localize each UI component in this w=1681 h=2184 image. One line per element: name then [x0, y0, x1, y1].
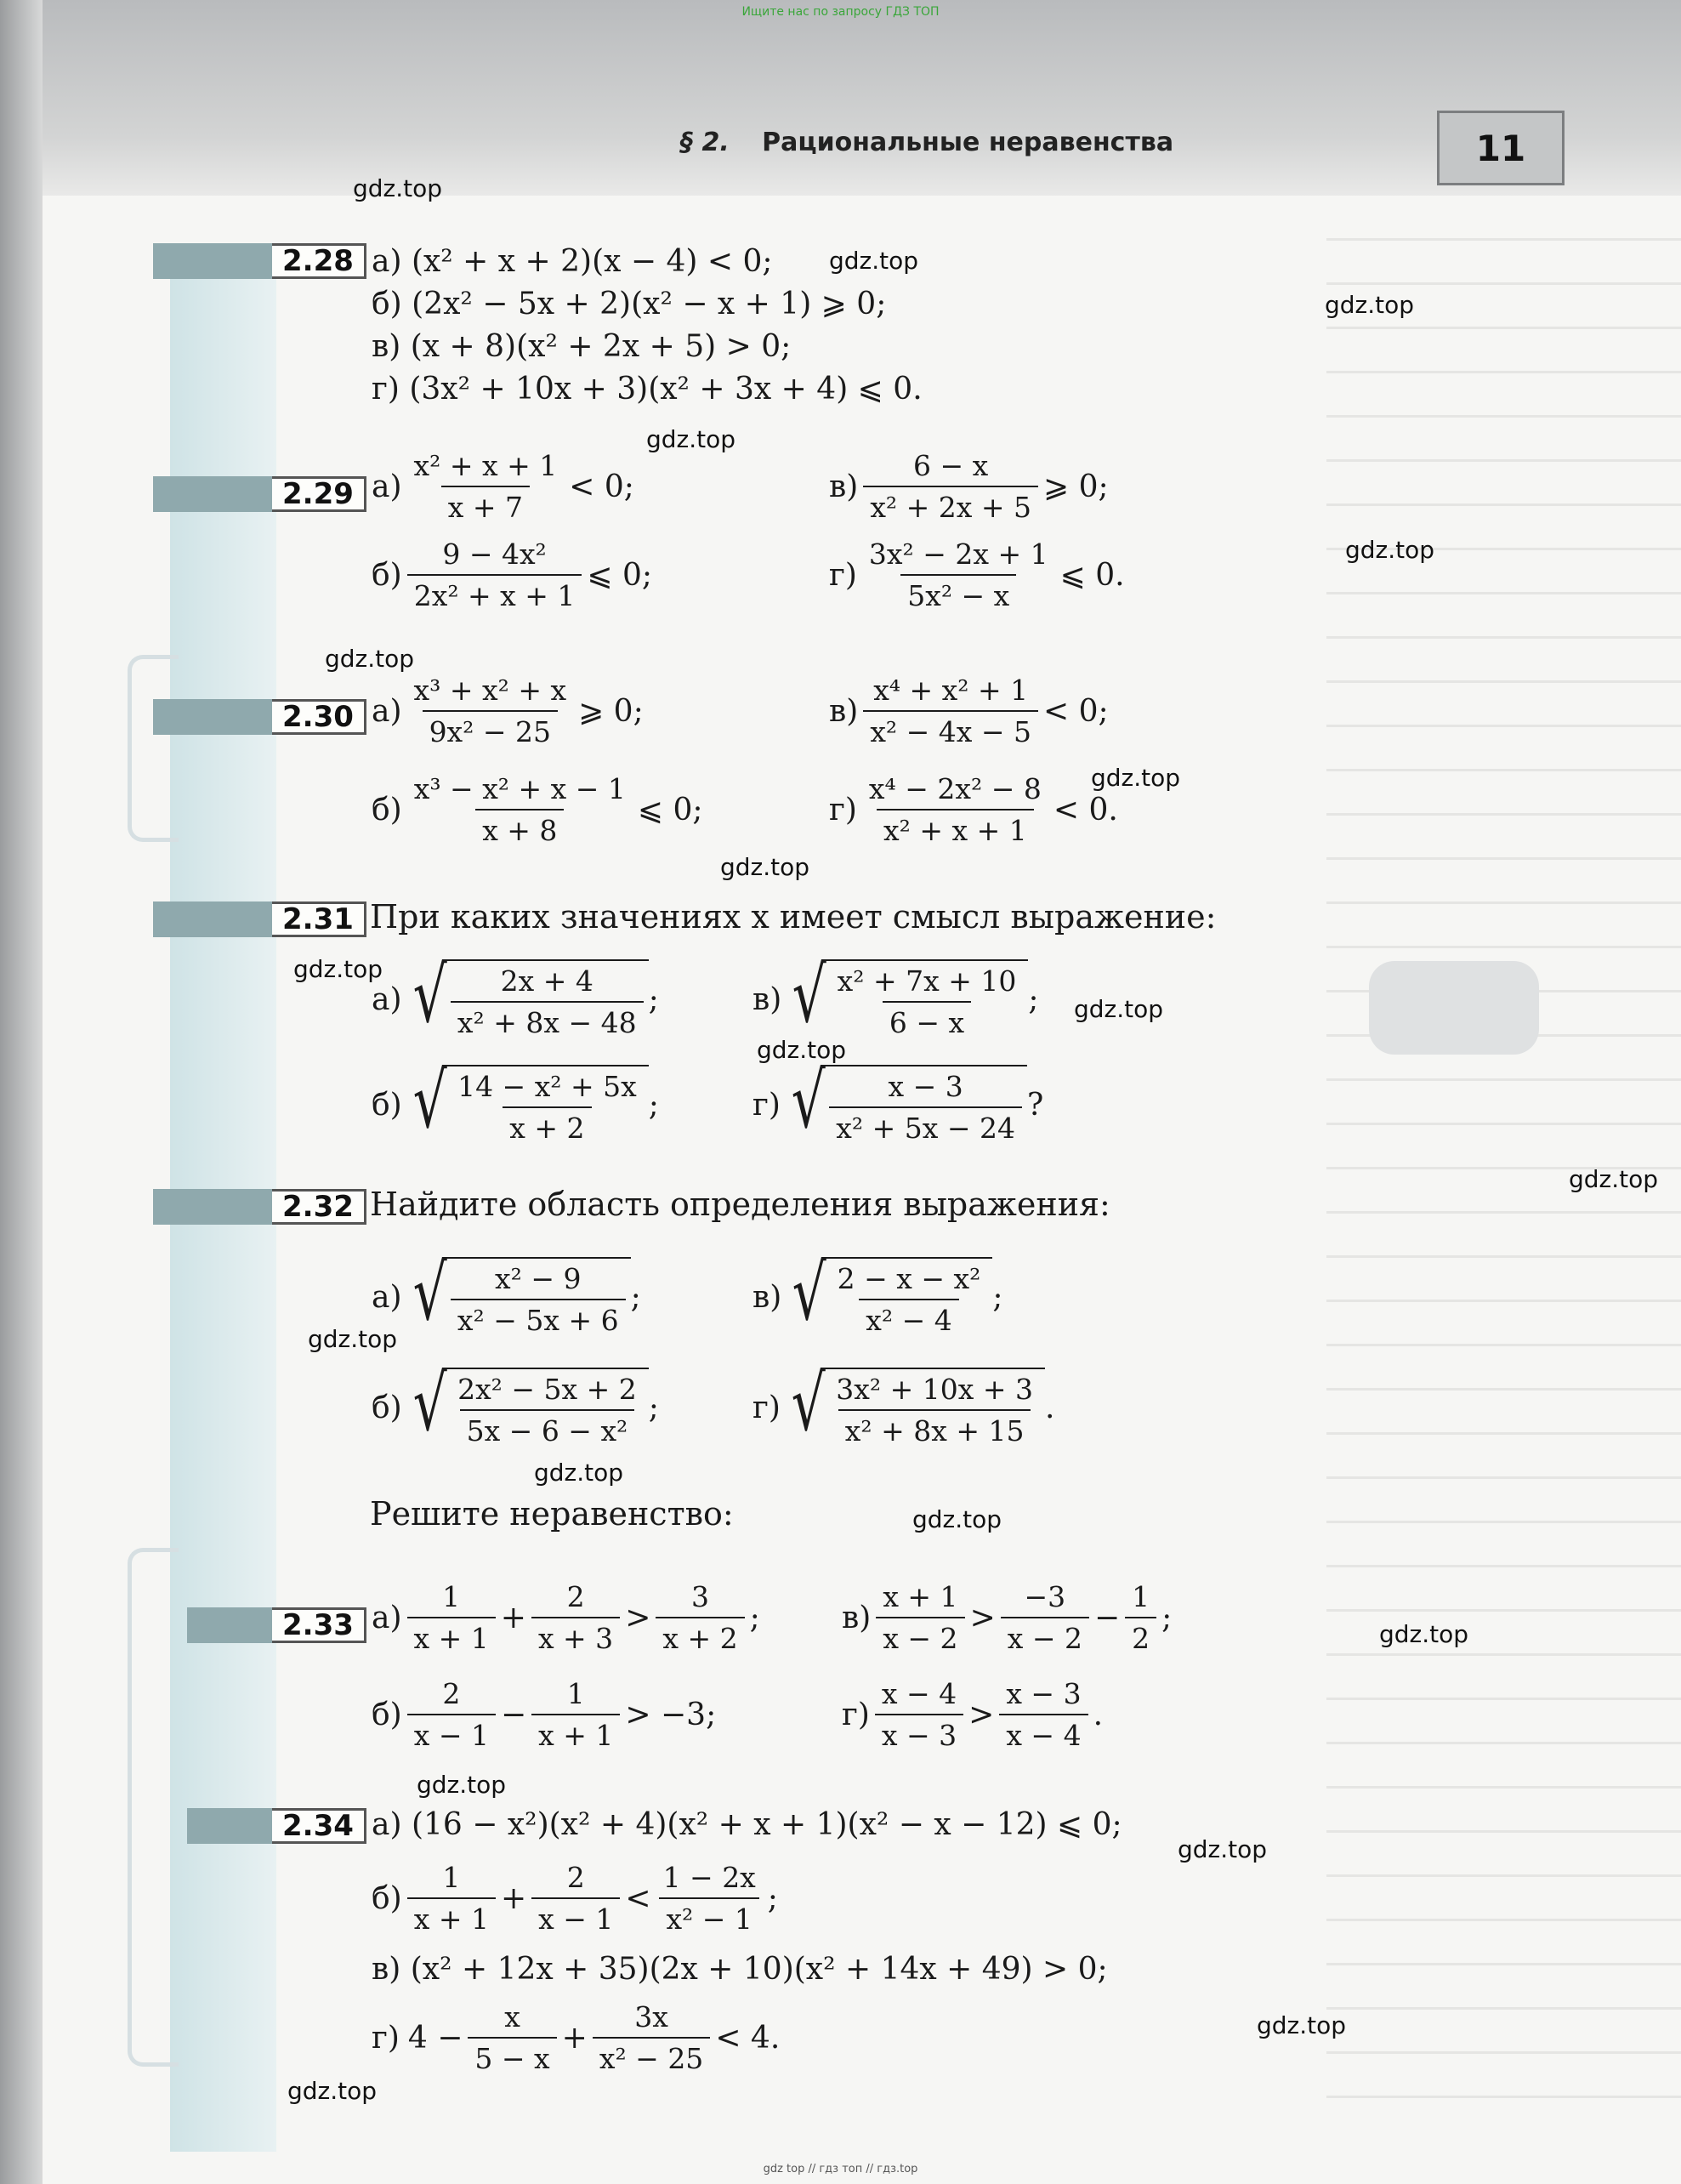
watermark: gdz.top — [1325, 291, 1415, 319]
exercise-label: 2.29 — [272, 476, 366, 512]
fraction — [407, 1861, 496, 1936]
square-root — [784, 1056, 1027, 1146]
watermark: gdz.top — [1091, 764, 1181, 792]
term: 4 − — [407, 2020, 463, 2056]
item-letter: б) — [372, 1087, 402, 1123]
numerator: 3 — [690, 1580, 709, 1613]
radical-sign: √ — [792, 951, 827, 1040]
numerator: 3x² − 2x + 1 — [868, 537, 1048, 571]
watermark: gdz.top — [325, 645, 415, 673]
exercise-number — [153, 699, 366, 735]
watermark: gdz.top — [720, 853, 810, 881]
exercise-label: 2.31 — [272, 901, 366, 937]
relation: ⩽ 0; — [637, 792, 703, 828]
watermark: gdz.top — [1345, 536, 1435, 564]
watermark: gdz.top — [287, 2077, 378, 2105]
exercise-item: в) (x² + 12x + 35)(2x + 10)(x² + 14x + 49) > 0; — [372, 1952, 1108, 1987]
numerator: 6 − x — [913, 449, 989, 482]
operator: < — [625, 1880, 651, 1916]
item-letter: г) — [842, 1697, 870, 1732]
watermark: gdz.top — [1379, 1620, 1469, 1648]
item-letter: а) — [372, 693, 402, 729]
exercise-label: 2.33 — [272, 1607, 366, 1643]
relation: ; — [767, 1880, 778, 1916]
fraction — [531, 1677, 620, 1752]
exercise-item — [372, 1677, 716, 1752]
exercise-number — [153, 476, 366, 512]
relation: ; — [1161, 1600, 1173, 1635]
fraction — [451, 964, 644, 1039]
numerator: −3 — [1024, 1580, 1066, 1613]
denominator: x − 4 — [999, 1714, 1088, 1752]
item-letter: г) — [829, 792, 857, 828]
fraction — [451, 1373, 644, 1447]
denominator: x + 2 — [656, 1617, 744, 1655]
exercise-item — [829, 674, 1109, 748]
exercise-heading: При каких значениях x имеет смысл выражение: — [370, 898, 1217, 936]
fraction — [862, 537, 1055, 612]
relation: ⩾ 0; — [578, 693, 644, 729]
relation: ; — [648, 981, 659, 1017]
exercise-heading: Найдите область определения выражения: — [370, 1186, 1110, 1223]
exercise-number — [187, 1808, 366, 1844]
numerator: 3x — [634, 2000, 668, 2033]
radicand — [826, 959, 1029, 1039]
relation: . — [1044, 1390, 1055, 1425]
numerator: x² + 7x + 10 — [837, 964, 1017, 998]
fraction — [876, 1580, 964, 1655]
radical-sign: √ — [412, 1359, 447, 1448]
square-root — [406, 1359, 649, 1448]
square-root — [785, 951, 1028, 1040]
denominator: x − 2 — [1001, 1617, 1089, 1655]
numerator: 2 — [566, 1580, 585, 1613]
exercise-item — [372, 2000, 780, 2075]
exercise-bar — [153, 1189, 272, 1225]
exercise-item — [752, 1248, 1003, 1338]
square-root — [406, 951, 649, 1040]
exercise-number — [187, 1607, 366, 1643]
numerator: x − 3 — [888, 1070, 963, 1103]
operator: − — [500, 1697, 527, 1732]
exercise-number — [153, 901, 366, 937]
running-head — [680, 128, 1173, 157]
watermark: gdz.top — [646, 425, 736, 453]
denominator: 2 — [1125, 1617, 1156, 1655]
denominator: x² + 8x − 48 — [451, 1001, 644, 1039]
watermark: gdz.top — [1178, 1835, 1268, 1863]
exercise-bar — [153, 699, 272, 735]
book-spine — [0, 0, 43, 2184]
item-letter: в) — [752, 1279, 782, 1315]
numerator: x + 1 — [883, 1580, 958, 1613]
radicand — [826, 1257, 993, 1337]
fraction — [407, 1677, 496, 1752]
operator: + — [500, 1600, 526, 1635]
radicand — [446, 1257, 631, 1337]
numerator: x² + x + 1 — [413, 449, 558, 482]
fraction — [407, 772, 633, 847]
denominator: x + 1 — [407, 1897, 496, 1936]
fraction — [831, 1262, 988, 1337]
exercise-item — [842, 1677, 1103, 1752]
radicand — [446, 1368, 649, 1447]
fraction — [656, 1580, 744, 1655]
denominator: x + 7 — [441, 486, 530, 524]
item-letter: г) — [752, 1087, 781, 1123]
exercise-item: г) (3x² + 10x + 3)(x² + 3x + 4) ⩽ 0. — [372, 372, 923, 407]
fraction — [468, 2000, 556, 2075]
denominator: x² + 2x + 5 — [863, 486, 1038, 524]
radicand — [446, 959, 649, 1039]
exercise-item: а) (16 − x²)(x² + 4)(x² + x + 1)(x² − x − 12) ⩽ 0; — [372, 1807, 1122, 1842]
item-letter: а) — [372, 981, 402, 1017]
square-root — [785, 1248, 992, 1338]
page-top-shadow — [0, 0, 1681, 196]
item-letter: в) — [829, 693, 859, 729]
radicand — [446, 1065, 649, 1145]
relation: < 0; — [1043, 693, 1109, 729]
exercise-item — [372, 1056, 659, 1146]
fraction — [451, 1262, 626, 1337]
exercise-number — [153, 1189, 366, 1225]
numerator: 3x² + 10x + 3 — [836, 1373, 1033, 1406]
fraction — [829, 1373, 1040, 1447]
relation: < 0. — [1053, 792, 1118, 828]
numerator: 1 − 2x — [662, 1861, 756, 1894]
relation: ? — [1026, 1087, 1044, 1123]
denominator: 9x² − 25 — [423, 710, 558, 748]
numerator: 2 − x − x² — [837, 1262, 981, 1295]
denominator: x² − 4 — [859, 1299, 958, 1337]
numerator: 14 − x² + 5x — [457, 1070, 637, 1103]
numerator: x − 4 — [881, 1677, 957, 1710]
item-letter: г) — [752, 1390, 781, 1425]
radical-sign: √ — [791, 1359, 826, 1448]
exercise-item — [829, 537, 1125, 612]
bleed-through-shape — [1369, 961, 1539, 1055]
item-letter: а) — [372, 1279, 402, 1315]
square-root — [406, 1056, 649, 1146]
exercise-item — [372, 1580, 760, 1655]
denominator: x − 1 — [407, 1714, 496, 1752]
exercise-label: 2.34 — [272, 1808, 366, 1844]
relation: . — [1093, 1697, 1104, 1732]
item-letter: а) — [372, 469, 402, 504]
exercise-item: б) (2x² − 5x + 2)(x² − x + 1) ⩾ 0; — [372, 287, 887, 321]
relation: ⩽ 0; — [587, 557, 653, 593]
operator: − — [1093, 1600, 1121, 1635]
watermark: gdz.top — [293, 955, 383, 983]
item-letter: в) — [829, 469, 859, 504]
section-number: § 2. — [680, 128, 730, 157]
denominator: x² − 5x + 6 — [451, 1299, 626, 1337]
fraction — [999, 1677, 1088, 1752]
relation: < 0; — [569, 469, 634, 504]
exercise-item — [372, 449, 634, 524]
radical-sign: √ — [412, 1248, 447, 1338]
item-letter: б) — [372, 792, 402, 828]
numerator: 2 — [442, 1677, 461, 1710]
fraction — [407, 674, 574, 748]
denominator: 6 − x — [883, 1001, 971, 1039]
denominator: x² + x + 1 — [877, 809, 1034, 847]
radical-sign: √ — [412, 951, 447, 1040]
numerator: 9 − 4x² — [442, 537, 547, 571]
fraction — [593, 2000, 710, 2075]
denominator: x + 1 — [531, 1714, 620, 1752]
exercise-label: 2.30 — [272, 699, 366, 735]
item-letter: б) — [372, 1390, 402, 1425]
exercise-item — [372, 1359, 659, 1448]
denominator: x² − 1 — [659, 1897, 758, 1936]
exercise-item — [372, 674, 644, 748]
fraction — [862, 772, 1048, 847]
numerator: 2x + 4 — [500, 964, 593, 998]
relation: ; — [1028, 981, 1039, 1017]
fraction — [656, 1861, 763, 1936]
relation: < 4. — [715, 2020, 781, 2056]
relation: ; — [630, 1279, 641, 1315]
square-root — [784, 1359, 1045, 1448]
denominator: 5 − x — [468, 2037, 556, 2075]
exercise-number — [153, 243, 366, 279]
denominator: x + 1 — [407, 1617, 496, 1655]
relation: > −3; — [625, 1697, 717, 1732]
section-heading: Решите неравенство: — [370, 1495, 734, 1533]
fraction — [1001, 1580, 1089, 1655]
numerator: 2x² − 5x + 2 — [457, 1373, 637, 1406]
item-letter: г) — [372, 2020, 400, 2056]
margin-bracket — [128, 655, 179, 842]
exercise-item — [829, 772, 1118, 847]
denominator: x − 2 — [876, 1617, 964, 1655]
exercise-label: 2.28 — [272, 243, 366, 279]
numerator: x — [504, 2000, 520, 2033]
operator: > — [968, 1697, 995, 1732]
item-letter: в) — [752, 981, 782, 1017]
watermark: gdz.top — [534, 1459, 624, 1487]
numerator: 2 — [566, 1861, 585, 1894]
radicand — [824, 1065, 1027, 1145]
exercise-item — [842, 1580, 1172, 1655]
relation: ⩽ 0. — [1059, 557, 1125, 593]
watermark: gdz.top — [1074, 995, 1164, 1023]
relation: ; — [749, 1600, 760, 1635]
exercise-item — [829, 449, 1109, 524]
denominator: x² − 4x − 5 — [863, 710, 1038, 748]
numerator: x³ − x² + x − 1 — [413, 772, 626, 805]
fraction — [875, 1677, 963, 1752]
fraction — [1125, 1580, 1156, 1655]
radical-sign: √ — [792, 1248, 827, 1338]
item-letter: б) — [372, 1697, 402, 1732]
square-root — [406, 1248, 631, 1338]
section-title: Рациональные неравенства — [762, 128, 1174, 157]
relation: ⩾ 0; — [1043, 469, 1109, 504]
exercise-bar — [187, 1808, 272, 1844]
radical-sign: √ — [791, 1056, 826, 1146]
fraction — [531, 1861, 620, 1936]
numerator: 1 — [442, 1861, 461, 1894]
exercise-item — [752, 1056, 1044, 1146]
fraction — [407, 1580, 496, 1655]
fraction — [829, 1070, 1022, 1145]
footer-note: gdz top // гдз топ // гдз.top — [763, 2163, 918, 2175]
numerator: 1 — [566, 1677, 585, 1710]
watermark: gdz.top — [308, 1325, 398, 1353]
exercise-item: в) (x + 8)(x² + 2x + 5) > 0; — [372, 329, 792, 364]
denominator: x² − 25 — [593, 2037, 710, 2075]
exercise-item — [372, 1861, 778, 1936]
fraction — [831, 964, 1024, 1039]
operator: > — [625, 1600, 651, 1635]
relation: ; — [648, 1087, 659, 1123]
fraction — [407, 537, 582, 612]
numerator: x³ + x² + x — [413, 674, 567, 707]
numerator: x⁴ − 2x² − 8 — [868, 772, 1042, 805]
denominator: x² + 5x − 24 — [829, 1106, 1022, 1145]
denominator: x + 2 — [503, 1106, 591, 1145]
radicand — [824, 1368, 1045, 1447]
item-letter: б) — [372, 1880, 402, 1916]
fraction — [863, 449, 1038, 524]
exercise-item — [372, 1248, 641, 1338]
numerator: x⁴ + x² + 1 — [873, 674, 1029, 707]
item-letter: б) — [372, 557, 402, 593]
numerator: 1 — [442, 1580, 461, 1613]
numerator: x² − 9 — [494, 1262, 582, 1295]
exercise-label: 2.32 — [272, 1189, 366, 1225]
fraction — [451, 1070, 644, 1145]
exercise-item — [752, 1359, 1055, 1448]
watermark: gdz.top — [353, 174, 443, 202]
denominator: x + 3 — [531, 1617, 620, 1655]
exercise-bar — [187, 1607, 272, 1643]
watermark: gdz.top — [757, 1036, 847, 1064]
relation: ; — [992, 1279, 1003, 1315]
watermark: gdz.top — [829, 247, 919, 275]
denominator: x − 1 — [531, 1897, 620, 1936]
exercise-item — [752, 951, 1039, 1040]
item-letter: а) — [372, 1600, 402, 1635]
item-letter: в) — [842, 1600, 872, 1635]
exercise-item — [372, 537, 652, 612]
margin-bracket — [128, 1548, 179, 2067]
fraction — [531, 1580, 620, 1655]
denominator: x + 8 — [475, 809, 564, 847]
exercise-bar — [153, 901, 272, 937]
watermark: gdz.top — [912, 1505, 1002, 1533]
page-number: 11 — [1437, 111, 1565, 185]
denominator: 2x² + x + 1 — [407, 574, 582, 612]
fraction — [863, 674, 1038, 748]
exercise-bar — [153, 243, 272, 279]
denominator: 5x − 6 − x² — [460, 1409, 635, 1447]
exercise-item — [372, 951, 659, 1040]
operator: + — [500, 1880, 527, 1916]
watermark: gdz.top — [1569, 1165, 1659, 1193]
watermark: gdz.top — [417, 1771, 507, 1799]
fraction — [407, 449, 565, 524]
denominator: 5x² − x — [900, 574, 1016, 612]
numerator: 1 — [1132, 1580, 1150, 1613]
search-hint[interactable]: Ищите нас по запросу ГДЗ ТОП — [741, 5, 940, 19]
exercise-bar — [153, 476, 272, 512]
exercise-item: а) (x² + x + 2)(x − 4) < 0; — [372, 244, 773, 279]
item-letter: г) — [829, 557, 857, 593]
relation: ; — [648, 1390, 659, 1425]
denominator: x − 3 — [875, 1714, 963, 1752]
radical-sign: √ — [412, 1056, 447, 1146]
watermark: gdz.top — [1257, 2011, 1347, 2039]
numerator: x − 3 — [1006, 1677, 1082, 1710]
operator: > — [969, 1600, 996, 1635]
denominator: x² + 8x + 15 — [838, 1409, 1031, 1447]
operator: + — [561, 2020, 588, 2056]
exercise-item — [372, 772, 703, 847]
